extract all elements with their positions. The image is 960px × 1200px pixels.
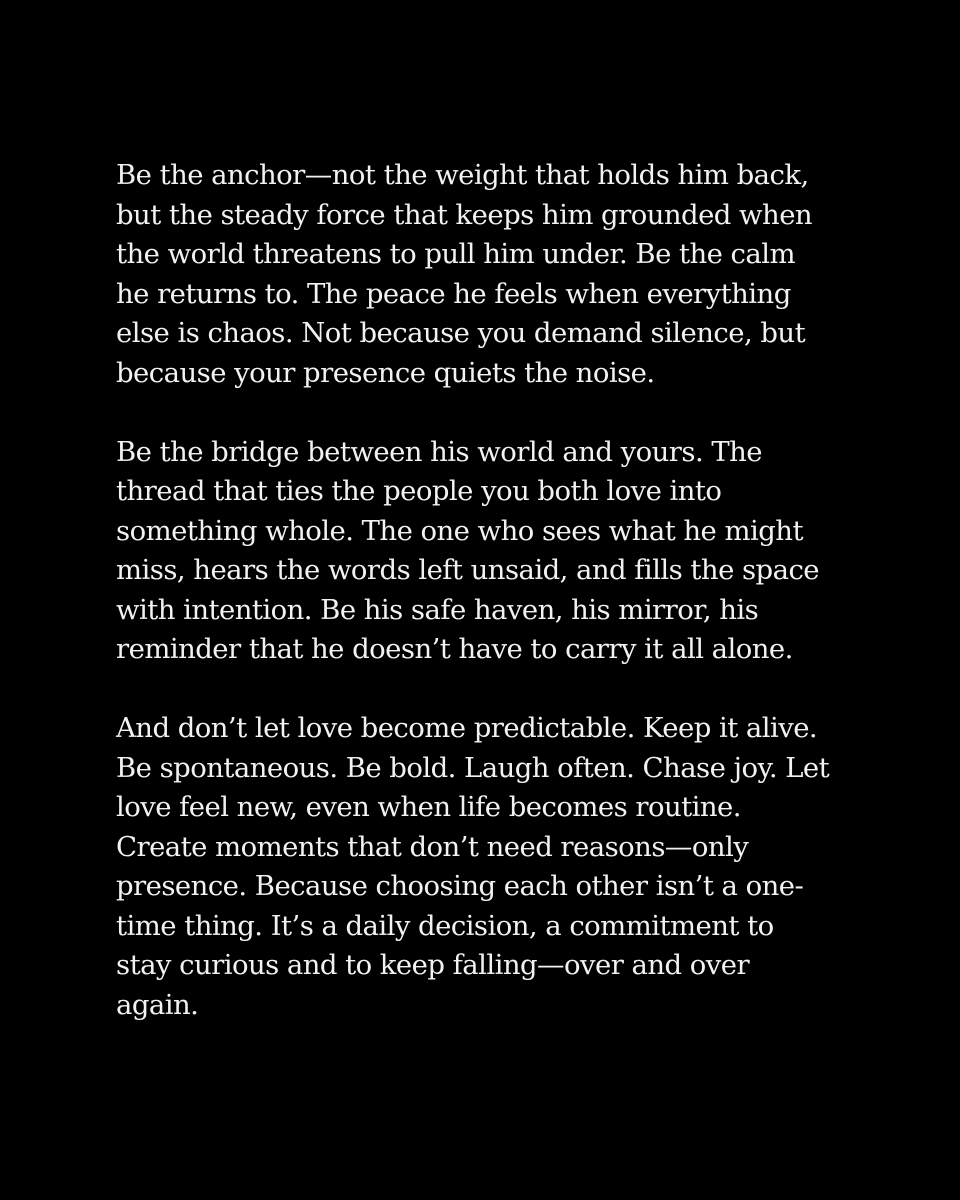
text-line: the world threatens to pull him under. Be the calm xyxy=(116,238,796,270)
text-line: again. xyxy=(116,988,199,1021)
text-line: Be spontaneous. Be bold. Laugh often. Chase joy. Let xyxy=(116,751,830,784)
text-line: love feel new, even when life becomes routine. xyxy=(116,791,741,823)
text-line: time thing. It’s a daily decision, a commitment to xyxy=(116,909,774,942)
text-block xyxy=(116,156,846,1025)
text-line: stay curious and to keep falling—over and over xyxy=(116,949,750,981)
text-line: but the steady force that keeps him grounded when xyxy=(116,198,813,231)
text-line: thread that ties the people you both love into xyxy=(116,475,722,507)
paragraph-love xyxy=(116,709,846,1025)
text-line: because your presence quiets the noise. xyxy=(116,356,655,389)
text-line: reminder that he doesn’t have to carry it all alone. xyxy=(116,633,793,665)
text-line: something whole. The one who sees what he might xyxy=(116,514,803,547)
text-line: Be the anchor—not the weight that holds him back, xyxy=(116,159,809,191)
text-line: Be the bridge between his world and yours. The xyxy=(116,435,763,468)
paragraph-anchor xyxy=(116,156,846,393)
text-line: And don’t let love become predictable. Keep it alive. xyxy=(116,712,818,744)
text-line: Create moments that don’t need reasons—only xyxy=(116,830,749,863)
paragraph-bridge xyxy=(116,433,846,670)
text-line: miss, hears the words left unsaid, and fills the space xyxy=(116,554,820,586)
text-line: presence. Because choosing each other isn’t a one- xyxy=(116,870,804,902)
text-line: else is chaos. Not because you demand silence, but xyxy=(116,317,806,349)
text-line: with intention. Be his safe haven, his mirror, his xyxy=(116,593,759,626)
text-line: he returns to. The peace he feels when everything xyxy=(116,277,791,310)
